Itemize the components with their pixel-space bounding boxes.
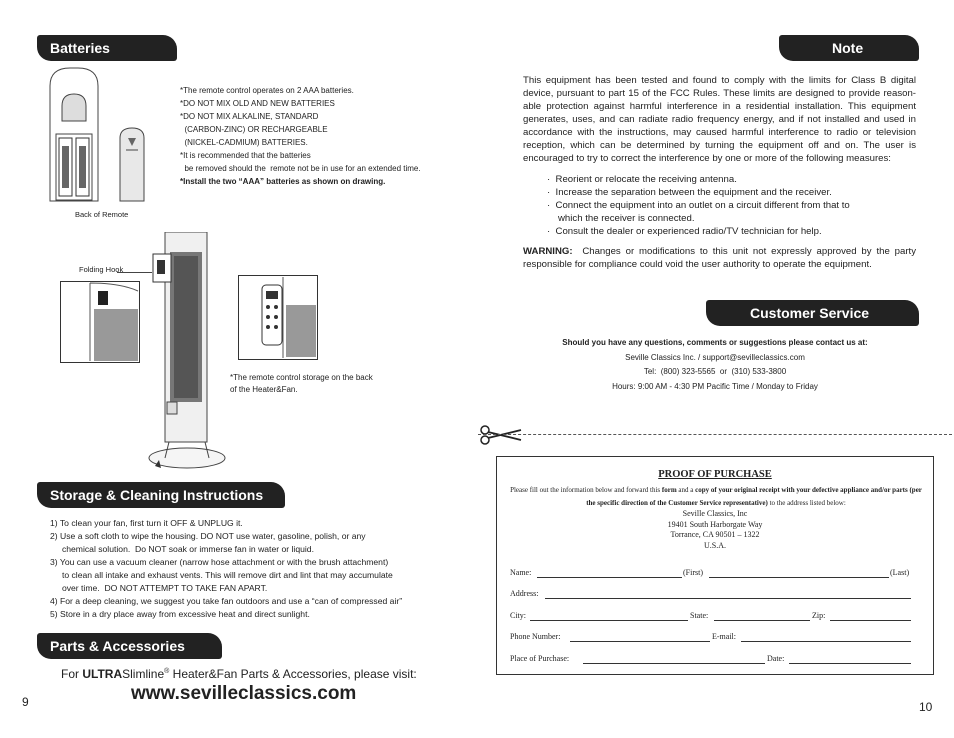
- remote-back-illustration: [40, 66, 170, 206]
- date-label: Date:: [767, 654, 785, 663]
- bullet-dot: ·: [547, 187, 556, 198]
- cut-line: [478, 434, 952, 435]
- first-label: (First): [683, 568, 703, 577]
- state-label: State:: [690, 611, 709, 620]
- measure-item: [547, 186, 907, 199]
- address-field[interactable]: [545, 598, 911, 599]
- pop-intro-bold: copy of your original receipt with your defective appliance and/or parts (per the specific direction of the Customer Service representative): [586, 486, 922, 507]
- note-heading: Note: [779, 35, 919, 61]
- last-label: (Last): [890, 568, 910, 577]
- address-line: U.S.A.: [703, 540, 726, 550]
- pop-intro-2: and a: [676, 486, 696, 494]
- pop-intro-form: form: [661, 486, 677, 494]
- registered-mark: ®: [164, 668, 170, 675]
- pop-title: PROOF OF PURCHASE: [658, 469, 772, 480]
- state-field[interactable]: [714, 620, 810, 621]
- storage-item: 1) To clean your fan, first turn it OFF & UNPLUG it.: [50, 518, 243, 528]
- warning-text: Changes or modifications to this unit not expressly approved by the party responsible for compliance could void the user authority to operate the equipment.: [523, 246, 919, 270]
- email-label: E-mail:: [712, 632, 736, 641]
- parts-suffix: Heater&Fan Parts & Accessories, please visit:: [169, 667, 417, 681]
- battery-note: *DO NOT MIX ALKALINE, STANDARD: [180, 112, 319, 121]
- fcc-note-paragraph: This equipment has been tested and found to comply with the limits for Class B digital device, pursuant to part 15 of the FCC Rules. These limits are designed to provide reason-able protection against harmful interference in a residential installation. This equipment generates, uses, and can radiate radio frequency energy, and if not installed and used in accordance with the instructions, may caused harmful interference to radio or television reception, which can be determined by turning the equipment off and on. The user is encouraged to try to correct the interference by one or more of the following measures:: [523, 75, 916, 164]
- bullet-dot: ·: [547, 174, 556, 185]
- detail-box-right: [238, 275, 318, 360]
- parts-line: [61, 667, 417, 681]
- measure-text: Reorient or relocate the receiving antenna.: [555, 174, 737, 185]
- name-label: Name:: [510, 568, 532, 577]
- cs-email: Seville Classics Inc. / support@sevilleclassics.com: [625, 352, 805, 362]
- storage-item: to clean all intake and exhaust vents. This will remove dirt and lint that may accumulate: [50, 570, 393, 580]
- measure-text: Consult the dealer or experienced radio/TV technician for help.: [555, 226, 822, 237]
- storage-instructions: [50, 517, 450, 621]
- warning-paragraph: [523, 245, 919, 271]
- pop-intro: [507, 484, 925, 510]
- parts-brand-bold: ULTRA: [82, 667, 123, 681]
- pop-intro-3: to the address listed below:: [767, 499, 846, 507]
- city-label: City:: [510, 611, 527, 620]
- customer-service-info: [510, 336, 920, 394]
- storage-item: 2) Use a soft cloth to wipe the housing. DO NOT use water, gasoline, polish, or any: [50, 531, 366, 541]
- storage-note-line-1: *The remote control storage on the back: [230, 373, 373, 382]
- storage-note: [230, 372, 373, 396]
- phone-field[interactable]: [570, 641, 710, 642]
- hook-pointer-line: [117, 272, 152, 273]
- back-of-remote-caption: Back of Remote: [75, 210, 129, 219]
- storage-heading: Storage & Cleaning Instructions: [37, 482, 285, 508]
- battery-note-install: *Install the two “AAA” batteries as shown on drawing.: [180, 177, 386, 186]
- measure-text: Increase the separation between the equipment and the receiver.: [555, 187, 832, 198]
- battery-note: (NICKEL-CADMIUM) BATTERIES.: [180, 138, 308, 147]
- zip-label: Zip:: [812, 611, 826, 620]
- storage-item: 3) You can use a vacuum cleaner (narrow hose attachment or with the brush attachment): [50, 557, 389, 567]
- warning-label: WARNING:: [523, 246, 573, 257]
- pop-intro-1: Please fill out the information below and forward this: [510, 486, 662, 494]
- measure-text: Connect the equipment into an outlet on a circuit different from that to: [555, 200, 850, 211]
- measure-item: [547, 225, 907, 238]
- date-field[interactable]: [789, 663, 911, 664]
- measure-text: which the receiver is connected.: [558, 213, 695, 224]
- parts-prefix: For: [61, 667, 83, 681]
- place-field[interactable]: [583, 663, 765, 664]
- proof-of-purchase-form: [496, 456, 934, 675]
- storage-item: 5) Store in a dry place away from excessive heat and direct sunlight.: [50, 609, 310, 619]
- customer-service-heading: Customer Service: [706, 300, 919, 326]
- battery-note: be removed should the remote not be in use for an extended time.: [180, 164, 421, 173]
- page-number-right: 10: [919, 700, 933, 714]
- first-name-field[interactable]: [537, 577, 682, 578]
- battery-note: (CARBON-ZINC) OR RECHARGEABLE: [180, 125, 328, 134]
- battery-notes: [180, 84, 470, 188]
- heater-tower-illustration: [145, 232, 230, 474]
- address-line: Seville Classics, Inc: [682, 509, 748, 518]
- battery-note: *It is recommended that the batteries: [180, 151, 311, 160]
- address-line: 19401 South Harborgate Way: [667, 519, 763, 529]
- measure-item-cont: [547, 212, 907, 225]
- battery-note: *DO NOT MIX OLD AND NEW BATTERIES: [180, 99, 335, 108]
- detail-box-left: [60, 281, 140, 363]
- city-field[interactable]: [530, 620, 688, 621]
- parts-brand: Slimline: [122, 667, 165, 681]
- address-line: Torrance, CA 90501 – 1322: [670, 530, 760, 539]
- cs-hours: Hours: 9:00 AM - 4:30 PM Pacific Time / Monday to Friday: [612, 381, 818, 391]
- place-label: Place of Purchase:: [510, 654, 570, 663]
- measure-item: [547, 199, 907, 212]
- storage-item: 4) For a deep cleaning, we suggest you take fan outdoors and use a “can of compressed air”: [50, 596, 403, 606]
- storage-item: chemical solution. Do NOT soak or immerse fan in water or liquid.: [50, 544, 314, 554]
- phone-label: Phone Number:: [510, 632, 561, 641]
- bullet-dot: ·: [547, 200, 556, 211]
- cs-intro: Should you have any questions, comments or suggestions please contact us at:: [562, 338, 868, 347]
- address-label: Address:: [510, 589, 539, 598]
- parts-heading: Parts & Accessories: [37, 633, 222, 659]
- battery-note: *The remote control operates on 2 AAA batteries.: [180, 86, 354, 95]
- bullet-dot: ·: [547, 226, 556, 237]
- storage-note-line-2: of the Heater&Fan.: [230, 385, 298, 394]
- pop-address: [497, 509, 933, 551]
- scissors-icon: [477, 425, 525, 445]
- folding-hook-caption: Folding Hook: [79, 265, 124, 274]
- batteries-heading: Batteries: [37, 35, 177, 61]
- last-name-field[interactable]: [709, 577, 889, 578]
- storage-item: over time. DO NOT ATTEMPT TO TAKE FAN APART.: [50, 583, 268, 593]
- zip-field[interactable]: [830, 620, 911, 621]
- page-number-left: 9: [22, 695, 29, 709]
- measure-item: [547, 173, 907, 186]
- cs-phone: Tel: (800) 323-5565 or (310) 533-3800: [643, 367, 787, 376]
- fcc-measures-list: [547, 173, 907, 238]
- website-link[interactable]: www.sevilleclassics.com: [131, 683, 357, 704]
- email-field[interactable]: [741, 641, 911, 642]
